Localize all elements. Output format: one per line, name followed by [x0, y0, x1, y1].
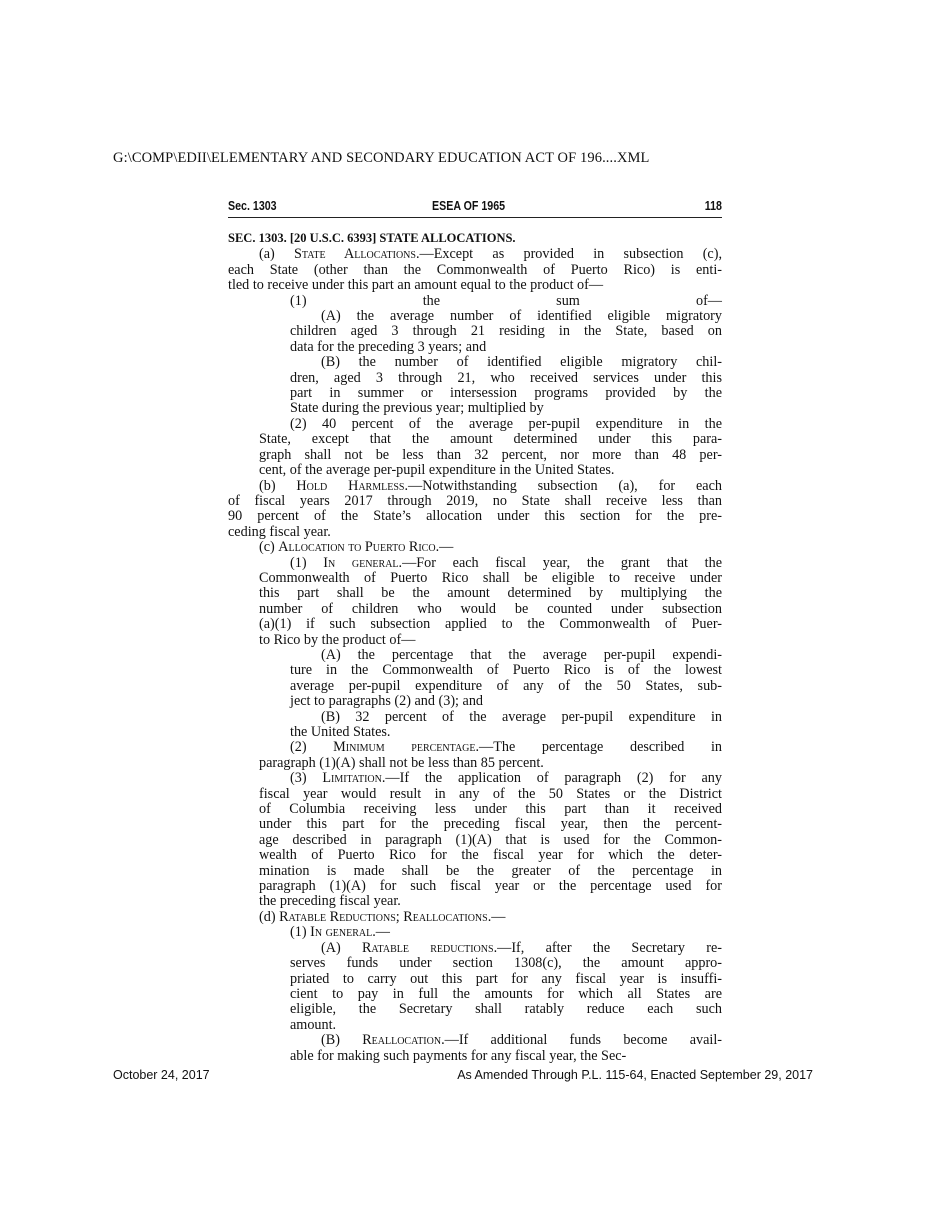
line-text: ceding fiscal year.	[228, 523, 331, 540]
text-line	[228, 494, 722, 509]
text-line	[228, 771, 722, 786]
small-caps-heading: State Allocations	[294, 246, 416, 263]
text-line	[228, 864, 722, 879]
text-line	[228, 525, 722, 540]
text-line	[228, 355, 722, 370]
line-text: average per-pupil expenditure of any of the 50 States, sub-	[290, 677, 722, 694]
text-line	[228, 663, 722, 678]
line-text: mination is made shall be the greater of the percentage in	[259, 862, 722, 879]
line-text: fiscal year would result in any of the 50 States or the District	[259, 785, 722, 802]
text-line	[228, 941, 722, 956]
small-caps-heading: In general	[310, 924, 373, 941]
text-line	[228, 787, 722, 802]
text-line	[228, 540, 722, 555]
text-line	[228, 694, 722, 709]
section-heading: SEC. 1303. [20 U.S.C. 6393] STATE ALLOCATIONS.	[228, 231, 516, 245]
line-text: .—If additional funds become avail-	[441, 1032, 723, 1049]
text-line	[228, 309, 722, 324]
page-number: 118	[704, 198, 722, 213]
line-text: under this part for the preceding fiscal year, then the percent-	[259, 816, 722, 833]
text-line	[228, 401, 722, 416]
line-text: .—Except as provided in subsection (c),	[415, 246, 722, 263]
line-text: paragraph (1)(A) shall not be less than 85 percent.	[259, 754, 544, 771]
text-line	[228, 987, 722, 1002]
line-text: .—	[487, 908, 506, 925]
line-text: the preceding fiscal year.	[259, 893, 401, 910]
text-line	[228, 879, 722, 894]
line-text: of fiscal years 2017 through 2019, no State shall receive less than	[228, 492, 722, 509]
footer-date: October 24, 2017	[113, 1068, 210, 1082]
section-body	[228, 231, 722, 1064]
line-text: cent, of the average per-pupil expenditure in the United States.	[259, 462, 615, 479]
line-text: .—	[372, 924, 390, 941]
line-text: this part shall be the amount determined by multiplying the	[259, 585, 722, 602]
text-line	[228, 247, 722, 262]
line-text: data for the preceding 3 years; and	[290, 338, 487, 355]
line-text: (B) the number of identified eligible migratory chil-	[321, 354, 722, 371]
text-line	[228, 740, 722, 755]
small-caps-heading: Reallocation	[362, 1032, 442, 1049]
text-line	[228, 556, 722, 571]
line-text: .—Notwithstanding subsection (a), for each	[404, 477, 722, 494]
text-line	[228, 848, 722, 863]
line-text: dren, aged 3 through 21, who received services under this	[290, 369, 722, 386]
line-text: (A) the percentage that the average per-pupil expendi-	[321, 646, 722, 663]
line-text: (B) 32 percent of the average per-pupil expenditure in	[321, 708, 722, 725]
text-line	[228, 324, 722, 339]
text-line	[228, 448, 722, 463]
line-text: (A) the average number of identified eligible migratory	[321, 308, 722, 325]
text-line	[228, 386, 722, 401]
line-text: ture in the Commonwealth of Puerto Rico is of the lowest	[290, 662, 722, 679]
line-text: children aged 3 through 21 residing in the State, based on	[290, 323, 722, 340]
line-text: .—	[435, 539, 454, 556]
small-caps-heading: In general	[323, 554, 399, 571]
text-lines	[228, 247, 722, 1064]
line-text: tled to receive under this part an amount equal to the product of—	[228, 277, 604, 294]
line-text: State, except that the amount determined under this para-	[259, 431, 722, 448]
section-label: Sec. 1303	[228, 198, 277, 213]
text-line	[228, 725, 722, 740]
line-text: .—If, after the Secretary re-	[493, 939, 723, 956]
line-text: .—If the application of paragraph (2) for any	[381, 770, 722, 787]
text-line	[228, 972, 722, 987]
line-text: amount.	[290, 1016, 337, 1033]
text-line	[228, 833, 722, 848]
text-line	[228, 571, 722, 586]
text-line	[228, 278, 722, 293]
text-line	[228, 894, 722, 909]
line-text: each State (other than the Commonwealth of Puerto Rico) is enti-	[228, 261, 722, 278]
line-text: priated to carry out this part for any fiscal year is insuffi-	[290, 970, 722, 987]
text-line	[228, 710, 722, 725]
line-text: ject to paragraphs (2) and (3); and	[290, 693, 484, 710]
text-line	[228, 1002, 722, 1017]
line-text: (1) the sum of—	[290, 292, 722, 309]
line-text: (2)	[290, 739, 334, 756]
line-text: (A)	[321, 939, 362, 956]
line-text: able for making such payments for any fiscal year, the Sec-	[290, 1047, 627, 1064]
text-line	[228, 1049, 722, 1064]
small-caps-heading: Allocation to Puerto Rico	[278, 539, 436, 556]
line-text: (B)	[321, 1032, 363, 1049]
text-line	[228, 294, 722, 309]
small-caps-heading: Ratable reductions	[361, 939, 494, 956]
line-text: the United States.	[290, 724, 391, 740]
line-text: (d)	[259, 908, 280, 925]
line-text: Commonwealth of Puerto Rico shall be eligible to receive under	[259, 569, 722, 586]
text-line	[228, 509, 722, 524]
text-line	[228, 417, 722, 432]
text-line	[228, 633, 722, 648]
line-text: graph shall not be less than 32 percent, nor more than 48 per-	[259, 446, 722, 463]
line-text: number of children who would be counted under subsection	[259, 600, 722, 617]
line-text: serves funds under section 1308(c), the amount appro-	[290, 955, 722, 972]
text-line	[228, 340, 722, 355]
line-text: wealth of Puerto Rico for the fiscal year for which the deter-	[259, 847, 722, 864]
text-line	[228, 463, 722, 478]
text-line	[228, 263, 722, 278]
line-text: 90 percent of the State’s allocation under this section for the pre-	[228, 508, 722, 525]
text-line	[228, 817, 722, 832]
small-caps-heading: Limitation	[322, 770, 382, 787]
text-line	[228, 1033, 722, 1048]
line-text: age described in paragraph (1)(A) that is used for the Common-	[259, 831, 722, 848]
small-caps-heading: Minimum percentage	[333, 739, 476, 756]
footer-amended: As Amended Through P.L. 115-64, Enacted September 29, 2017	[457, 1068, 813, 1082]
line-text: (2) 40 percent of the average per-pupil expenditure in the	[290, 415, 722, 432]
text-line	[228, 910, 722, 925]
text-line	[228, 586, 722, 601]
text-line	[228, 925, 722, 940]
file-path: G:\COMP\EDII\ELEMENTARY AND SECONDARY EDUCATION ACT OF 196....XML	[113, 150, 650, 166]
line-text: cient to pay in full the amounts for which all States are	[290, 985, 722, 1002]
text-line	[228, 617, 722, 632]
act-title: ESEA OF 1965	[432, 198, 506, 213]
text-line	[228, 756, 722, 771]
line-text: .—The percentage described in	[475, 739, 722, 756]
small-caps-heading: Hold Harmless	[296, 477, 405, 494]
line-text: (1)	[290, 554, 324, 571]
line-text: to Rico by the product of—	[259, 631, 416, 648]
text-line	[228, 1018, 722, 1033]
text-line	[228, 802, 722, 817]
text-line	[228, 432, 722, 447]
line-text: (a)	[259, 246, 295, 263]
line-text: (b)	[259, 477, 297, 494]
text-line	[228, 602, 722, 617]
line-text: part in summer or intersession programs provided by the	[290, 385, 722, 402]
line-text: State during the previous year; multiplied by	[290, 400, 544, 417]
line-text: paragraph (1)(A) for such fiscal year or the percentage used for	[259, 878, 722, 895]
small-caps-heading: Ratable Reductions; Reallocations	[279, 908, 488, 925]
line-text: of Columbia receiving less under this part than it received	[259, 801, 722, 818]
line-text: (1)	[290, 924, 311, 941]
line-text: (a)(1) if such subsection applied to the Commonwealth of Puer-	[259, 616, 722, 633]
line-text: (c)	[259, 539, 279, 556]
text-line	[228, 371, 722, 386]
line-text: .—For each fiscal year, the grant that the	[398, 554, 722, 571]
text-line	[228, 479, 722, 494]
text-line	[228, 956, 722, 971]
running-head	[228, 198, 722, 218]
line-text: (3)	[290, 770, 323, 787]
line-text: eligible, the Secretary shall ratably reduce each such	[290, 1001, 722, 1018]
text-line	[228, 679, 722, 694]
text-line	[228, 648, 722, 663]
